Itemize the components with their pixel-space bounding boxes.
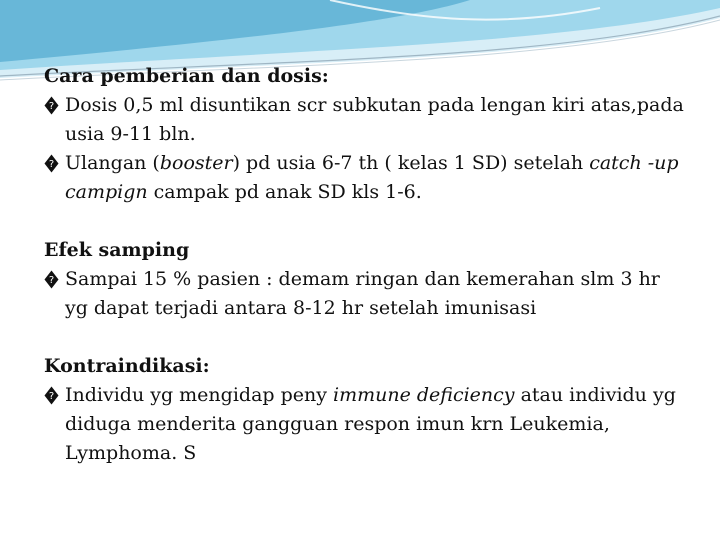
missing-glyph-bullet-icon xyxy=(44,96,59,115)
bullet-item xyxy=(44,91,684,149)
bullet-item xyxy=(44,381,684,468)
section-cara-pemberian xyxy=(44,62,684,207)
bullet-text: Dosis 0,5 ml disuntikan scr subkutan pada lengan kiri atas,pada usia 9-11 bln. xyxy=(65,94,684,145)
bullet-text: campak pd anak SD kls 1-6. xyxy=(147,181,422,203)
bullet-text: atau individu yg diduga menderita gangguan respon imun krn Leukemia, Lymphoma. S xyxy=(65,384,676,464)
bullet-item xyxy=(44,265,684,323)
svg-text:?: ? xyxy=(48,275,55,286)
svg-text:?: ? xyxy=(48,391,55,402)
missing-glyph-bullet-icon xyxy=(44,386,59,405)
slide-content xyxy=(44,62,684,468)
section-kontraindikasi xyxy=(44,352,684,468)
bullet-text: Individu yg mengidap peny xyxy=(65,384,334,406)
section-efek-samping xyxy=(44,236,684,323)
bullet-text: Sampai 15 % pasien : demam ringan dan kemerahan slm 3 hr yg dapat terjadi antara 8-12 hr setelah imunisasi xyxy=(65,268,660,319)
missing-glyph-bullet-icon xyxy=(44,154,59,173)
bullet-text-italic: booster xyxy=(159,152,233,174)
bullet-text-italic: catch -up campign xyxy=(65,152,679,203)
bullet-item xyxy=(44,149,684,207)
bullet-text: Ulangan ( xyxy=(65,152,160,174)
section-heading: Kontraindikasi: xyxy=(44,355,210,377)
bullet-text: ) pd usia 6-7 th ( kelas 1 SD) setelah xyxy=(232,152,590,174)
bullet-text-italic: immune deficiency xyxy=(333,384,515,406)
svg-text:?: ? xyxy=(48,159,55,170)
section-heading: Cara pemberian dan dosis: xyxy=(44,65,329,87)
section-heading: Efek samping xyxy=(44,239,190,261)
svg-text:?: ? xyxy=(48,101,55,112)
missing-glyph-bullet-icon xyxy=(44,270,59,289)
